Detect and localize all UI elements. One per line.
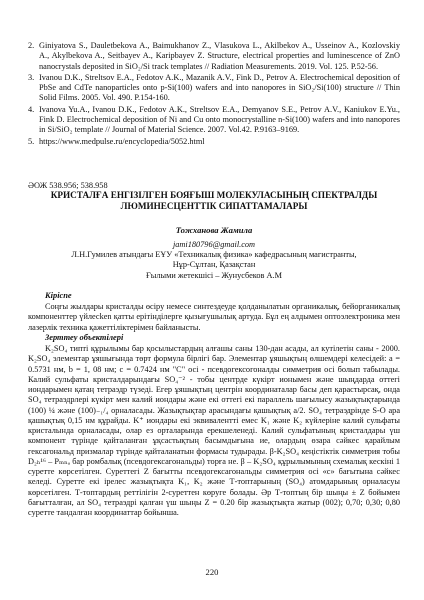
article-title — [28, 190, 400, 212]
title-line: ЛЮМИНЕСЦЕНТТІК СИПАТТАМАЛАРЫ — [120, 201, 308, 211]
body-paragraph: K₂SO₄ типті құрылымы бар қосылыстардың алғашы саны 130-дан асады, ал кутілетін саны - 2000. K₂SO₄ элементар ұяшығында төрт формула бірлігі бар. Элементар ұяшықтың өлшемдері келесідей: a = 0.5731 нм, b = 1, 08 нм; c = 0.7424 нм "C" осі - псевдогексогоналды симметрия осі болып табылады. Калий сульфаты кристалдарындағы SO₄⁻² - тобы центрде күкірт ионымен және шыңдарда оттегі иондарымен қатаң тетраэдр түзеді. Егер ұяшықтың центрін координаталар басы деп қарастырсақ, онда SO₄ тетраэдрлері күкірт мен калий иондары және екі оттегі екі параллель шағылысу жазықтықтарында (100) ¼ және (100)₋₁/₄ орналасады. Жазықтықтар арасындағы қашықтық a/2. SO₄ тетраэдрінде S-O ара қашықтық 0,15 нм құрайды. K⁺ иондары екі эквивалентті емес K₁ және K₂ күйлеріне калий сульфаты кристалында орналасады, олар ез орталарында ерекшеленеді. Калий сульфатының кристалдары үш компонент түрінде қайталанған ұқсастықтың басымдығына ие, олардың өзара сәйкес қарайлым гексагональд призмалар түрінде қайталанатын формасы тудырады. β-K₂SO₄ кеңістіктік симметрия тобы D₂ₕ¹⁶ – Pₘₙₐ бар ромбалық (псевдогексагональды) торға не. β – K₂SO₄ құрылымының схемалық кескіні 1 суретте көрсетілген. Суреттегі Z бағытты псевдогексагональды симметрия осі «c» бағытына сәйкес келеді. Суретте екі ірелес жазықтықта K₁, K₂ және Т-топтарының (SO₄) атомдарының орналасуы көрсетілген. Т-топтардың реттілігін 2-суреттен көруге болады. Әр Т-топтың бір шыңы ± Z бойымен бағытталған, ал SO₄ тетраэдрі қалған үш шыңы Z = 0.20 бір жазықтықта жатыр (002); 0,70; 0,30; 0,80 суретте тандалған координаттар бойынша. — [28, 344, 400, 517]
section-heading-intro: Кіріспе — [45, 291, 72, 300]
reference-text: Ivanova Yu.A., Ivanou D.K., Fedotov A.K., Streltsov E.A., Demyanov S.E., Petrov A.V., Kaniukov E.Yu., Fink D. Electrochemical deposition of Ni and Cu onto monocrystalline n-Si(100) wafers and into nanopores in Si/SiO₂ template // Journal of Material Science. 2007. Vol.42. P.9163–9169. — [39, 104, 400, 135]
author-name: Тожханова Жамила — [175, 225, 253, 235]
affiliation-location: Нұр-Сұлтан, Қазақстан — [172, 260, 256, 270]
title-line: КРИСТАЛҒА ЕНГІЗІЛГЕН БОЯҒЫШ МОЛЕКУЛАСЫНЫҢ СПЕКТРАЛДЫ — [50, 190, 378, 200]
reference-number: 2. — [28, 41, 35, 50]
reference-item — [28, 73, 400, 104]
author-email[interactable]: jami180796@gmail.com — [172, 240, 256, 249]
intro-paragraph: Соңғы жылдары кристалды өсіру немесе синтездеуде қолданылатын органикалық, бейорганикалық компоненттер үйлесken қатты ерітінділерге қызығушылық артуда. Бұл ең алдымен оптоэлектроника мен лазерлік техника қажеттіліктерімен байланысты. — [28, 302, 400, 332]
reference-link[interactable]: https://www.medpulse.ru/encyclopedia/5052.html — [39, 136, 205, 146]
reference-item — [28, 105, 400, 136]
section-heading-objects: Зерттеу объектілері — [45, 333, 124, 342]
affiliation-block — [28, 240, 400, 281]
reference-item — [28, 137, 400, 147]
reference-number: 3. — [28, 72, 35, 82]
reference-number: 4. — [28, 104, 35, 114]
reference-list — [28, 41, 400, 148]
reference-text: Ivanou D.K., Streltsov E.A., Fedotov A.K., Mazanik A.V., Fink D., Petrov A. Electrochemical deposition of PbSe and CdTe nanoparticles onto p-Si(100) wafers and into nanopores in SiO₂/Si(100) structure // Thin Solid Films. 2005. Vol. 490. P.154-160. — [39, 72, 400, 103]
reference-item — [28, 41, 400, 72]
reference-text: Giniyatova S., Dauletbekova A., Baimukhanov Z., Vlasukova L., Akilbekov A., Usseinov A., Kozlovskiy A., Akylbekova A., Seitbayev A., Karipbayev Z. Structure, electrical properties and luminescence of ZnO nanocrystals deposited in SiO₂/Si track templates // Radiation Measurements. 2019. Vol. 125. P.52-56. — [39, 41, 400, 71]
page-number: 220 — [205, 567, 219, 577]
udk-code: ӘОЖ 538.956; 538.958 — [28, 181, 108, 190]
reference-number: 5. — [28, 136, 35, 146]
supervisor: Ғылыми жетекшісі – Жунусбеков А.М — [145, 270, 282, 280]
affiliation-line: Л.Н.Гумилев атындағы ЕҰУ «Техникалық физика» кафедрасының магистранты, — [71, 250, 357, 260]
